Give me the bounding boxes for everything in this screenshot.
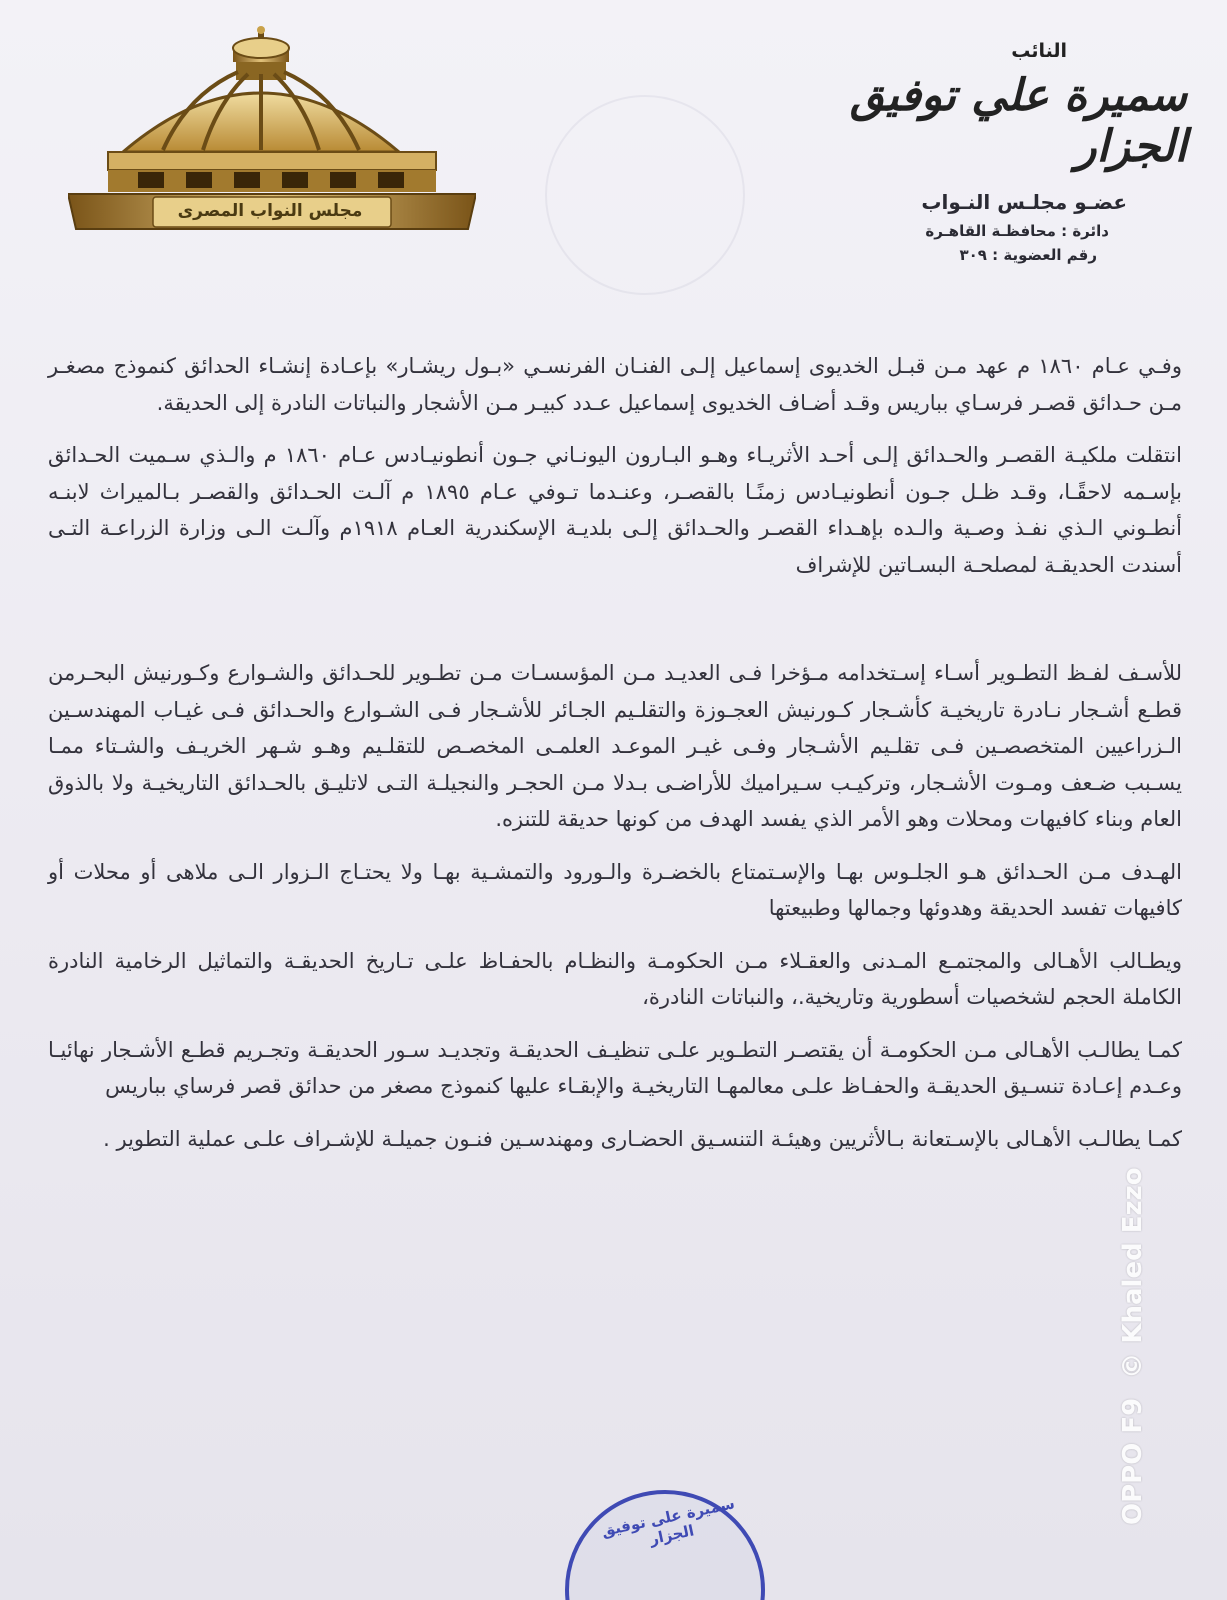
- parliament-logo-caption: مجلس النواب المصرى: [177, 201, 363, 221]
- letterhead-district: دائرة : محافظـة القاهـرة: [925, 222, 1109, 240]
- paragraph: انتقلت ملكيـة القصـر والحـدائق إلـى أحـد الأثريـاء وهـو البـارون اليونـاني جـون أنطونيـادس عـام ١٨٦٠ م والـذي سـميت الحـدائق بإسـمه لاحقًـا، وقـد ظـل جـون أنطونيـادس زمنًـا بالقصـر، وعنـدما تـوفي عـام ١٨٩٥ م آلـت الحـدائق والقصـر بـالميراث لابنـه أنطـوني الـذي نفـذ وصـية والـده بإهـداء القصـر والحـدائق إلـى بلديـة الإسكندرية العـام ١٩١٨م وآلـت الـى وزارة الزراعـة التـى أسندت الحديقـة لمصلحـة البسـاتين للإشراف: [48, 443, 1182, 577]
- official-stamp-text: سميرة على توفيق الجزار: [599, 1494, 737, 1549]
- paragraph: للأسـف لفـظ التطـوير أسـاء إسـتخدامه مـؤخرا فـى العديـد مـن المؤسسـات مـن تطـوير للحـدائق والشـوارع وكـورنيش البحـرمن قطـع أشـجار نـادرة تاريخيـة كأشـجار كـورنيش العجـوزة والتقلـيم الجـائر للأشـجار فـى الشـوارع والحـدائق فـى غيـاب المهندسـين الـزراعيين المتخصصـين فـى تقلـيم الأشـجار وفـى غيـر الموعـد العلمـى المخصـص للتقلـيم وهـو شـهر الخريـف والشـتاء ممـا يسـبب ضـعف ومـوت الأشـجار، وتركيـب سـيراميك للأراضـى بـدلا مـن الحجـر والنجيلـة التـى لاتليـق بالحـدائق التاريخيـة ولا بالذوق العام وبناء كافيهات ومحلات وهو الأمر الذي يفسد الهدف من كونها حديقة للتنزه.: [48, 661, 1182, 831]
- paragraph: الهـدف مـن الحـدائق هـو الجلـوس بهـا والإسـتمتاع بالخضـرة والـورود والتمشـية بهـا ولا يحتـاج الـزوار الـى ملاهى أو محلات أو كافيهات تفسد الحديقة وهدوئها وجمالها وطبيعتها: [48, 859, 1182, 920]
- paragraph: ويطـالب الأهـالى والمجتمـع المـدنى والعقـلاء مـن الحكومـة والنظـام بالحفـاظ علـى تـاريخ الحديقـة والتماثيل الرخامية النادرة الكاملة الحجم لشخصيات أسطورية وتاريخية.، والنباتات النادرة،: [48, 948, 1182, 1009]
- letter-body: [48, 348, 1182, 1173]
- faint-watermark-seal: [545, 95, 745, 295]
- camera-credit: © Khaled Ezzo: [1118, 1167, 1148, 1379]
- letterhead: [847, 40, 1187, 264]
- letterhead-council: عضـو مجلـس النـواب: [921, 190, 1127, 214]
- letterhead-name: سميرة علي توفيق الجزار: [849, 70, 1187, 172]
- paragraph: وفـي عـام ١٨٦٠ م عهد مـن قبـل الخديوى إسماعيل إلـى الفنـان الفرنسـي «بـول ريشـار» بإعـادة إنشـاء الحدائق كنموذج مصغـر مـن حـدائق قصـر فرسـاي بباريس وقـد أضـاف الخديوى إسماعيل عـدد كبيـر مـن الأشجار والنباتات النادرة إلى الحديقة.: [48, 354, 1182, 415]
- camera-watermark: [1118, 1167, 1227, 1535]
- letterhead-role: النائب: [1011, 40, 1067, 62]
- paragraph: كمـا يطالـب الأهـالى مـن الحكومـة أن يقتصـر التطـوير علـى تنظيـف الحديقـة وتجديـد سـور الحديقـة وتجـريم قطـع الأشـجار نهائيـا وعـدم إعـادة تنسـيق الحديقـة والحفـاظ علـى معالمهـا التاريخيـة والإبقـاء عليها كنموذج مصغر من حدائق قصر فرساي بباريس: [48, 1037, 1182, 1098]
- parliament-logo: [68, 24, 476, 244]
- paragraph: كمـا يطالـب الأهـالى بالإسـتعانة بـالأثريين وهيئـة التنسـيق الحضـارى ومهندسـين فنـون جميلـة للإشـراف علـى عملية التطوير .: [103, 1126, 1182, 1151]
- camera-device: OPPO F9: [1118, 1397, 1148, 1525]
- letterhead-membership: رقم العضوية : ٣٠٩: [959, 246, 1097, 264]
